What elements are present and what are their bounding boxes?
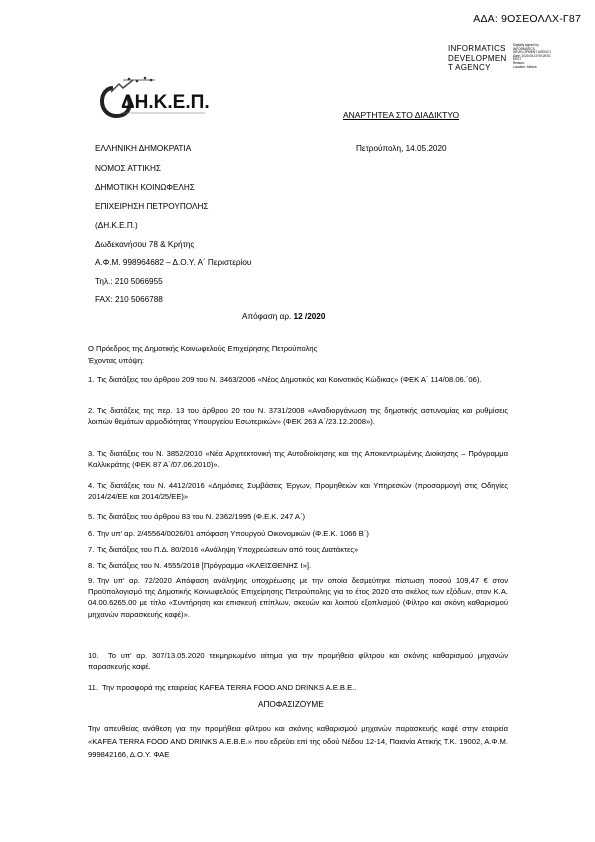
digital-signature-details (513, 44, 551, 69)
item-number: 3. (88, 449, 95, 458)
header-tax-id: Α.Φ.Μ. 998964682 – Δ.Ο.Υ. Α΄ Περιστερίου (95, 258, 252, 267)
header-org-abbr: (ΔΗ.Κ.Ε.Π.) (95, 221, 138, 230)
item-number: 8. (88, 561, 95, 570)
item-number: 1. (88, 375, 95, 384)
list-item (88, 374, 508, 385)
header-country: ΕΛΛΗΝΙΚΗ ΔΗΜΟΚΡΑΤΙΑ (95, 144, 192, 153)
signer-name (448, 44, 507, 73)
list-item (88, 480, 508, 502)
item-number: 10. (88, 651, 99, 660)
signer-line: INFORMATICS (448, 44, 506, 53)
header-org-line1: ΔΗΜΟΤΙΚΗ ΚΟΙΝΩΦΕΛΗΣ (95, 183, 195, 192)
item-text: Τις διατάξεις του Ν. 4555/2018 [Πρόγραμμα «ΚΛΕΙΣΘΕΝΗΣ Ι»]. (97, 561, 312, 570)
intro-line: Ο Πρόεδρος της Δημοτικής Κοινωφελούς Επιχείρησης Πετρούπολης (88, 344, 318, 353)
item-number: 5. (88, 512, 95, 521)
header-address: Δωδεκανήσου 78 & Κρήτης (95, 240, 195, 249)
header-phone: Τηλ.: 210 5066955 (95, 277, 163, 286)
list-item (88, 650, 508, 672)
logo-text: ΔΗ.Κ.Ε.Π. (121, 92, 210, 113)
item-number: 7. (88, 545, 95, 554)
item-text: Την υπ' αρ. 2/45564/0026/01 απόφαση Υπουργού Οικονομικών (Φ.Ε.Κ. 1066 Β΄) (97, 529, 369, 538)
header-prefecture: ΝΟΜΟΣ ΑΤΤΙΚΗΣ (95, 164, 161, 173)
having-regard: Έχοντας υπόψη: (88, 356, 145, 365)
dikep-logo (93, 74, 238, 122)
ada-code: ΑΔΑ: 9ΟΣΕΟΛΛΧ-Γ87 (473, 13, 581, 25)
item-number: 6. (88, 529, 95, 538)
decision-title (242, 312, 325, 321)
item-text: Την προσφορά της εταιρείας KAFEA TERRA FOOD AND DRINKS A.E.B.E.. (102, 683, 357, 692)
item-number: 9. (88, 576, 95, 585)
list-item (88, 544, 508, 555)
item-text: Το υπ' αρ. 307/13.05.2020 τεκμηριωμένο αίτημα για την προμήθεια φίλτρου και σκόνης καθαρισμού μηχανών παρασκευής καφέ. (88, 651, 508, 672)
decision-label: Απόφαση αρ. (242, 312, 292, 321)
item-text: Τις διατάξεις του Ν. 4412/2016 «Δημόσιες Συμβάσεις Έργων, Προμηθειών και Υπηρεσιών (προσαρμογή στις Οδηγίες 2014/24/ΕΕ και 2014/25/ΕΕ)» (88, 481, 508, 502)
logo-graphic (93, 74, 238, 122)
signer-line: T AGENCY (448, 63, 491, 72)
signature-line: Location: Athens (513, 64, 537, 69)
decision-number: 12 /2020 (293, 312, 326, 321)
item-number: 11. (88, 683, 98, 692)
header-fax: FAX: 210 5066788 (95, 295, 163, 304)
item-text: Τις διατάξεις της περ. 13 του άρθρου 20 του Ν. 3731/2008 «Αναδιοργάνωση της δημοτικής αστυνομίας και ρυθμίσεις λοιπών θεμάτων αρμοδιότητας Υπουργείου Εσωτερικών» (ΦΕΚ 263 Α΄/23.12.2008»). (88, 406, 508, 427)
item-text: Την υπ' αρ. 72/2020 Απόφαση ανάληψης υποχρέωσης με την οποία δεσμεύτηκε πίστωση ποσού 109,47 € στον Προϋπολογισμό της Δημοτικής Κοινωφελούς Επιχείρησης Πετρούπολης για το έτος 2020 στο σκέλος των εξόδων, στον Κ.Α. 04.00.6265.00 με τίτλο «Συντήρηση και επισκευή επίπλων, σκευών και λοιπού εξοπλισμού (Φίλτρο και σκόνη καθαρισμού μηχανών παρασκευής καφέ)». (88, 576, 508, 619)
publish-online-notice: ΑΝΑΡΤΗΤΕΑ ΣΤΟ ΔΙΑΔΙΚΤΥΟ (343, 110, 460, 120)
item-number: 2. (88, 406, 95, 415)
signature-line: EEST (513, 57, 522, 62)
final-paragraph: Την απευθείας ανάθεση για την προμήθεια φίλτρου και σκόνης καθαρισμού μηχανών παρασκευής καφέ στην εταιρεία «KAFEA TERRA FOOD AND DRINKS A.E.B.E.» που εδρεύει επί της οδού Νέδου 12-14, Παιανία Αττικής Τ.Κ. 19002, Α.Φ.Μ. 999842166, Δ.Ο.Υ. ΦΑΕ (88, 724, 508, 759)
signer-line: DEVELOPMEN (448, 53, 507, 63)
list-item (88, 560, 508, 571)
signature-line: Digitally signed by (513, 43, 539, 47)
header-org-line2: ΕΠΙΧΕΙΡΗΣΗ ΠΕΤΡΟΥΠΟΛΗΣ (95, 202, 209, 211)
item-number: 4. (88, 481, 95, 490)
item-text: Τις διατάξεις του άρθρου 83 του Ν. 2362/1995 (Φ.Ε.Κ. 247 Α΄) (97, 512, 306, 521)
list-item (88, 528, 508, 539)
list-item (88, 448, 508, 470)
decision-heading: ΑΠΟΦΑΣΙΖΟΥΜΕ (258, 700, 324, 709)
list-item (88, 405, 508, 427)
signature-line: INFORMATICS (513, 46, 535, 51)
list-item (88, 682, 508, 693)
document-date: Πετρούπολη, 14.05.2020 (356, 144, 447, 153)
list-item (88, 511, 508, 522)
signature-line: Reason: (513, 60, 525, 65)
signature-line: DEVELOPMENT AGENCY (513, 50, 552, 55)
item-text: Τις διατάξεις του άρθρου 209 του Ν. 3463/2006 «Νέος Δημοτικός και Κοινοτικός Κώδικας» (ΦΕΚ Α΄ 114/08.06.΄06). (97, 375, 482, 384)
signature-line: Date: 2020.05.19 09:25:51 (513, 53, 551, 58)
list-item (88, 575, 508, 620)
item-text: Τις διατάξεις του Ν. 3852/2010 «Νέα Αρχιτεκτονική της Αυτοδιοίκησης και της Αποκεντρωμένης Διοίκησης – Πρόγραμμα Καλλικράτης (ΦΕΚ 87 Α΄/07.06.2010)». (88, 449, 508, 470)
item-text: Τις διατάξεις του Π.Δ. 80/2016 «Ανάληψη Υποχρεώσεων από τους Διατάκτες» (97, 545, 359, 554)
